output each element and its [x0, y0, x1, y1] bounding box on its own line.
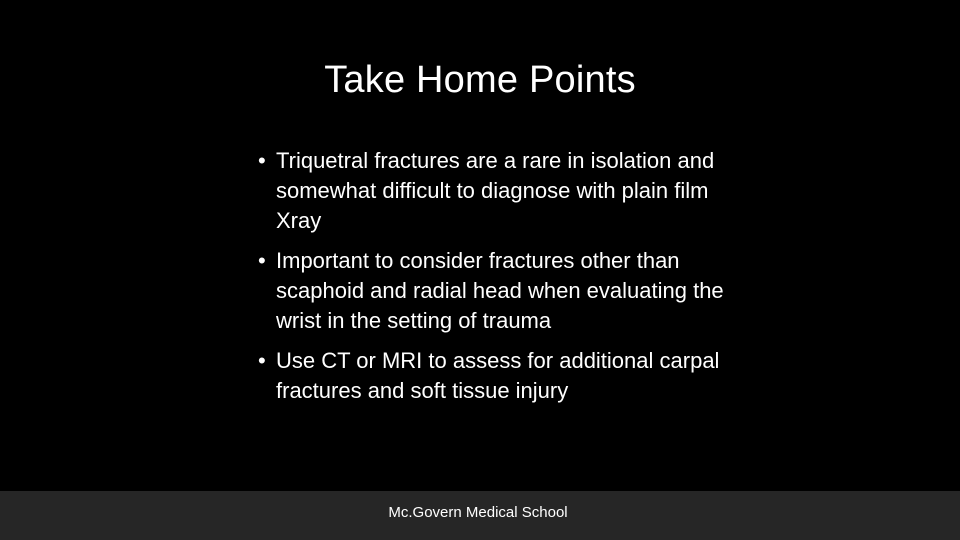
- bullet-text: Important to consider fractures other than scaphoid and radial head when evaluating the wrist in the setting of trauma: [276, 248, 724, 333]
- bullet-icon: •: [258, 348, 266, 373]
- footer-bar: [0, 491, 960, 540]
- bullet-icon: •: [258, 148, 266, 173]
- slide-title: Take Home Points: [324, 59, 636, 101]
- bullet-text: Triquetral fractures are a rare in isolation and somewhat difficult to diagnose with plain film Xray: [276, 148, 715, 233]
- bullet-item: [258, 146, 728, 236]
- footer-text: Mc.Govern Medical School: [388, 504, 568, 521]
- bullet-list: [258, 146, 728, 416]
- bullet-item: [258, 346, 728, 406]
- bullet-icon: •: [258, 248, 266, 273]
- bullet-text: Use CT or MRI to assess for additional carpal fractures and soft tissue injury: [276, 348, 720, 403]
- bullet-item: [258, 246, 728, 336]
